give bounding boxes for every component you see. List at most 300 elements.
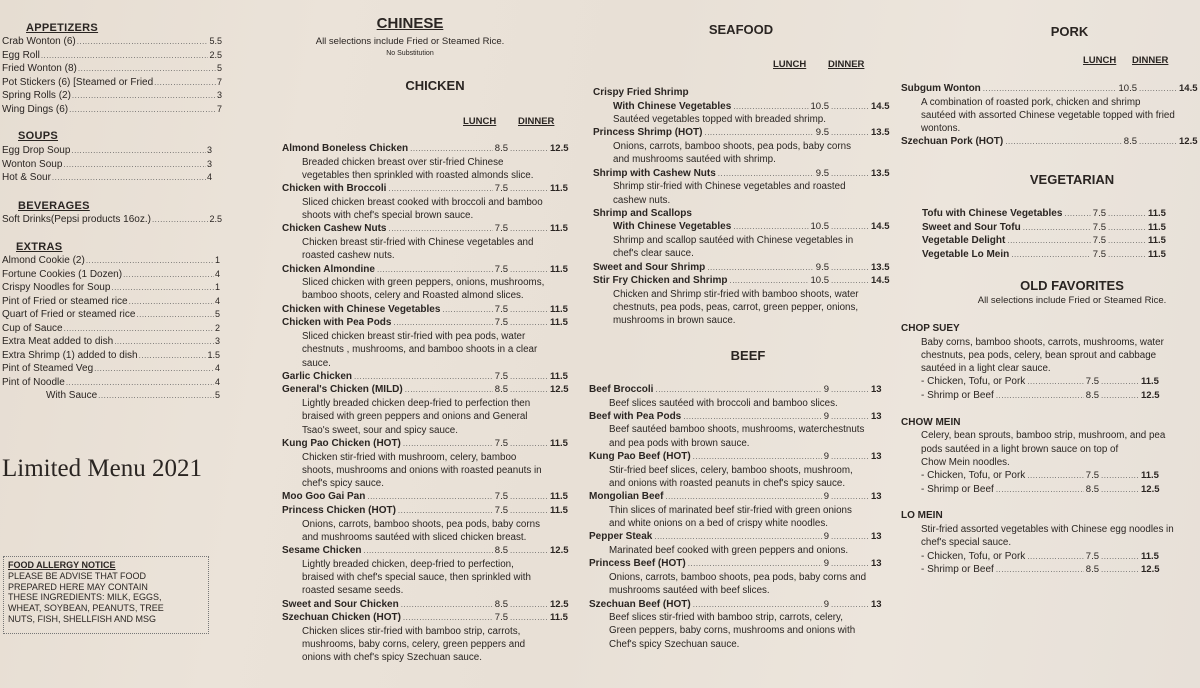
dinner-header: DINNER: [518, 116, 555, 127]
item-row: [922, 221, 1170, 235]
dinner-price: 11.5: [550, 504, 568, 516]
item-name: Szechuan Beef (HOT): [589, 598, 691, 610]
old-favorites-heading: OLD FAVORITES: [1020, 278, 1124, 293]
dinner-price: 11.5: [1141, 376, 1159, 388]
item-name: Sweet and Sour Shrimp: [593, 261, 706, 273]
dinner-price: 12.5: [550, 598, 569, 610]
menu-item-row: [2, 76, 222, 90]
item-name: Egg Drop Soup: [2, 145, 71, 156]
leader-dots: [510, 370, 548, 384]
vegetarian-heading: VEGETARIAN: [1029, 172, 1115, 187]
item-description: Shrimp and scallop sautéed with Chinese vegetables in: [613, 235, 854, 247]
leader-dots: [654, 530, 821, 544]
item-name: Spring Rolls (2): [2, 90, 71, 101]
favorite-option-row: [901, 550, 1163, 564]
item-name: Pint of Noodle: [2, 376, 65, 388]
item-price: 1: [214, 282, 220, 292]
dinner-price: 11.5: [550, 370, 568, 382]
lunch-price: 7.5: [494, 263, 508, 275]
menu-item: [593, 126, 893, 166]
item-name: Soft Drinks(Pepsi products 16oz.): [2, 214, 151, 225]
item-name: Extra Shrimp (1) added to dish: [2, 349, 138, 361]
favorite-description: pods sautéed in a light brown sauce on top of: [921, 443, 1119, 455]
dinner-price: 13: [871, 491, 882, 503]
menu-item-row: [2, 254, 220, 268]
leader-dots: [401, 598, 493, 612]
favorite-group-title: CHOP SUEY: [901, 323, 960, 334]
option-name: - Shrimp or Beef: [921, 483, 994, 495]
chicken-heading: CHICKEN: [405, 78, 465, 93]
item-name: Princess Chicken (HOT): [282, 504, 396, 516]
dinner-price: 11.5: [1141, 550, 1159, 562]
dinner-price: 13: [871, 558, 882, 570]
menu-item-row: [2, 295, 220, 309]
item-name: Princess Beef (HOT): [589, 558, 686, 570]
dinner-price: 13: [871, 410, 882, 422]
leader-dots: [831, 383, 869, 397]
item-row: [922, 234, 1170, 248]
leader-dots: [510, 182, 548, 196]
leader-dots: [1101, 389, 1139, 403]
menu-item: [589, 383, 893, 410]
item-name: Chicken with Pea Pods: [282, 317, 392, 329]
leader-dots: [377, 263, 493, 277]
menu-item: [922, 221, 1170, 235]
allergy-line: PLEASE BE ADVISE THAT FOOD: [8, 570, 147, 581]
leader-dots: [510, 222, 548, 236]
item-name: Szechuan Chicken (HOT): [282, 612, 401, 624]
leader-dots: [1108, 221, 1146, 235]
leader-dots: [510, 303, 548, 317]
leader-dots: [510, 490, 548, 504]
lunch-price: 7.5: [494, 183, 508, 195]
leader-dots: [136, 308, 214, 322]
item-description: bamboo shoots, celery and Roasted almond slices.: [302, 290, 524, 302]
item-row: [922, 248, 1170, 262]
item-name: Vegetable Delight: [922, 235, 1006, 247]
item-name: Szechuan Pork (HOT): [901, 136, 1004, 148]
leader-dots: [1005, 135, 1122, 149]
item-name: Chicken with Broccoli: [282, 183, 387, 195]
item-description: chef's clear sauce.: [613, 248, 694, 260]
dinner-price: 11.5: [550, 437, 568, 449]
item-row: [593, 167, 893, 181]
item-row: [589, 410, 893, 424]
menu-item-row: [2, 49, 222, 63]
leader-dots: [410, 142, 493, 156]
item-description: Onions, carrots, bamboo shoots, pea pods, baby corns: [302, 518, 540, 530]
item-description: A combination of roasted pork, chicken and shrimp: [921, 96, 1141, 108]
item-price: 5.5: [209, 36, 222, 46]
item-description: chestnuts , mushrooms, and bamboo shoots in a clear: [302, 344, 538, 356]
leader-dots: [52, 171, 206, 185]
item-row: [282, 544, 572, 558]
item-description: shoots with chef's special brown sauce.: [302, 210, 474, 222]
item-price: 1.5: [207, 349, 220, 360]
dinner-price: 12.5: [550, 143, 569, 154]
menu-item: [922, 207, 1170, 221]
leader-dots: [114, 335, 214, 349]
dinner-price: 11.5: [1148, 235, 1166, 247]
menu-item-row: [2, 103, 222, 117]
old-favorites-list: [901, 322, 1200, 590]
item-name: Sweet and Sour Tofu: [922, 221, 1021, 233]
item-row: [589, 490, 893, 504]
dinner-price: 11.5: [550, 263, 568, 275]
dinner-price: 13.5: [871, 261, 890, 273]
leader-dots: [831, 598, 869, 612]
allergy-line: PREPARED HERE MAY CONTAIN: [8, 581, 148, 592]
favorite-description: Celery, bean sprouts, bamboo strip, mushroom, and pea: [921, 430, 1166, 442]
item-description: Beef slices stir-fried with bamboo strip, carrots, celery,: [609, 612, 843, 624]
lunch-price: 7.5: [1085, 550, 1099, 562]
soups-heading: SOUPS: [18, 130, 59, 142]
menu-item: [922, 234, 1170, 248]
leader-dots: [123, 268, 214, 282]
menu-item: [589, 598, 893, 651]
menu-item: [589, 530, 893, 557]
leader-dots: [510, 504, 548, 518]
menu-item: [282, 598, 572, 612]
item-row: [589, 598, 893, 612]
leader-dots: [1108, 207, 1146, 221]
dinner-price: 12.5: [1141, 390, 1160, 402]
menu-item: [593, 274, 893, 327]
item-name: Crispy Fried Shrimp: [593, 87, 689, 98]
item-name: Chicken with Chinese Vegetables: [282, 303, 441, 315]
dinner-price: 13: [871, 531, 882, 543]
lunch-price: 8.5: [494, 143, 508, 154]
allergy-title: FOOD ALLERGY NOTICE: [8, 560, 116, 570]
item-description: Green peppers, baby corns, mushrooms and onions with: [609, 625, 856, 637]
beef-list: [589, 383, 893, 651]
lunch-header: LUNCH: [1083, 55, 1117, 66]
leader-dots: [704, 126, 813, 140]
item-name: Hot & Sour: [2, 172, 51, 183]
favorite-group: [901, 322, 1200, 403]
leader-dots: [71, 144, 206, 158]
pork-list: [901, 82, 1200, 149]
item-price: 4: [206, 172, 212, 182]
dinner-price: 11.5: [550, 612, 568, 624]
item-row: [901, 135, 1200, 149]
seafood-heading: SEAFOOD: [708, 22, 774, 37]
lunch-price: 9: [823, 491, 829, 503]
menu-item: [901, 82, 1200, 135]
dinner-price: 12.5: [1141, 483, 1160, 495]
menu-item: [593, 207, 893, 261]
leader-dots: [831, 530, 869, 544]
chinese-heading: CHINESE: [376, 15, 444, 32]
item-price: 1: [214, 255, 220, 265]
leader-dots: [831, 557, 869, 571]
item-description: and white onions on a bed of crispy white noodles.: [609, 518, 828, 530]
leader-dots: [388, 182, 492, 196]
leader-dots: [831, 450, 869, 464]
item-row: [589, 557, 893, 571]
leader-dots: [1023, 221, 1091, 235]
item-row: [282, 598, 572, 612]
lunch-price: 8.5: [1085, 483, 1099, 495]
item-row: [593, 126, 893, 140]
item-description: shoots, mushrooms and onions with roasted peanuts in: [302, 464, 542, 476]
item-row: [282, 142, 572, 156]
menu-item-row: [2, 281, 220, 295]
item-description: and mushrooms sautéed with sliced chicken breast.: [302, 531, 527, 543]
option-name: - Chicken, Tofu, or Pork: [921, 376, 1026, 388]
menu-item: [589, 410, 893, 450]
item-description: onions with chef's spicy Szechuan sauce.: [302, 652, 482, 664]
lunch-price: 9: [823, 384, 829, 395]
item-name: Pot Stickers (6) [Steamed or Fried: [2, 76, 154, 88]
item-description: sautéed with assorted Chinese vegetable topped with fried: [921, 109, 1175, 121]
leader-dots: [63, 158, 206, 172]
item-name: Egg Roll: [2, 49, 40, 61]
option-name: - Chicken, Tofu, or Pork: [921, 470, 1026, 482]
item-description: Marinated beef cooked with green peppers and onions.: [609, 545, 849, 557]
leader-dots: [510, 142, 548, 156]
item-description: Lightly breaded chicken, deep-fried to perfection,: [302, 558, 514, 570]
item-row: [282, 263, 572, 277]
item-name: Garlic Chicken: [282, 370, 353, 382]
appetizers-list: [2, 35, 222, 116]
item-description: Onions, carrots, bamboo shoots, pea pods, baby corns and: [609, 571, 867, 583]
leader-dots: [367, 490, 492, 504]
item-description: Stir-fried beef slices, celery, bamboo shoots, mushroom,: [609, 464, 853, 476]
menu-item-row: [2, 213, 222, 227]
lunch-price: 9.5: [815, 167, 829, 179]
lunch-price: 9: [823, 598, 829, 610]
item-description: Sautéed vegetables topped with breaded shrimp.: [613, 114, 826, 126]
leader-dots: [510, 544, 548, 558]
lunch-price: 10.5: [810, 221, 829, 233]
item-description: Chicken breast stir-fried with Chinese vegetables and: [302, 236, 534, 248]
item-price: 4: [214, 376, 220, 387]
leader-dots: [1027, 375, 1083, 389]
leader-dots: [111, 281, 214, 295]
leader-dots: [388, 222, 492, 236]
leader-dots: [1101, 469, 1139, 483]
lunch-price: 7.5: [494, 612, 508, 624]
dinner-price: 13: [871, 451, 882, 463]
leader-dots: [152, 213, 209, 227]
menu-item: [282, 544, 572, 597]
menu-item-row: [2, 268, 220, 282]
item-price: 5: [214, 309, 220, 319]
lunch-price: 7.5: [1092, 248, 1106, 260]
item-name: Chicken Cashew Nuts: [282, 223, 387, 235]
lunch-price: 8.5: [1085, 564, 1099, 576]
leader-dots: [66, 376, 214, 390]
item-name: Mongolian Beef: [589, 491, 664, 503]
item-description: braised with green peppers and onions and General: [302, 411, 528, 423]
leader-dots: [86, 254, 214, 268]
leader-dots: [398, 504, 493, 518]
leader-dots: [1101, 375, 1139, 389]
item-description: mushrooms in brown sauce.: [613, 315, 736, 327]
item-row: [593, 261, 893, 275]
item-description: Chicken stir-fried with mushroom, celery, bamboo: [302, 451, 517, 463]
leader-dots: [64, 322, 214, 336]
dinner-price: 12.5: [550, 384, 569, 396]
menu-item-row: [2, 144, 212, 158]
item-row: [282, 611, 572, 625]
beverages-heading: BEVERAGES: [18, 200, 90, 212]
item-description: Breaded chicken breast over stir-fried Chinese: [302, 156, 504, 168]
favorite-description: chestnuts, pea pods, celery, bean sprout and cabbage: [921, 349, 1157, 361]
option-name: - Chicken, Tofu, or Pork: [921, 550, 1026, 562]
item-description: and mushrooms sautéed with shrimp.: [613, 154, 776, 166]
leader-dots: [831, 126, 869, 140]
item-name: Crab Wonton (6): [2, 36, 76, 47]
item-row: [589, 450, 893, 464]
item-name: Sweet and Sour Chicken: [282, 598, 399, 610]
menu-item: [901, 135, 1200, 149]
favorite-option-row: [901, 375, 1163, 389]
leader-dots: [683, 410, 821, 424]
item-price: 5: [216, 63, 222, 73]
item-name: Pepper Steak: [589, 531, 653, 543]
food-allergy-notice: [3, 556, 209, 634]
dinner-price: 11.5: [1141, 470, 1159, 482]
menu-item: [593, 86, 893, 126]
menu-item: [282, 611, 572, 664]
item-description: braised with chef's special sauce, then sprinkled with: [302, 572, 531, 584]
leader-dots: [69, 103, 216, 117]
item-description: sauce.: [302, 357, 331, 369]
lunch-price: 9: [823, 531, 829, 543]
menu-item: [282, 142, 572, 182]
item-description: chef's spicy sauce.: [302, 478, 384, 490]
leader-dots: [831, 490, 869, 504]
favorite-group: [901, 416, 1200, 497]
dinner-price: 11.5: [550, 183, 568, 195]
leader-dots: [510, 598, 548, 612]
item-description: and pea pods with brown sauce.: [609, 437, 750, 449]
favorite-option-row: [901, 483, 1163, 497]
leader-dots: [98, 389, 214, 403]
dinner-price: 14.5: [871, 100, 890, 112]
dinner-price: 13: [871, 598, 882, 610]
item-name: Sesame Chicken: [282, 545, 362, 557]
allergy-line: WHEAT, SOYBEAN, PEANUTS, TREE: [8, 603, 164, 614]
menu-item-row: [2, 89, 222, 103]
item-price: 5: [214, 390, 220, 400]
seafood-list: [593, 86, 893, 328]
leader-dots: [403, 611, 493, 625]
item-row: [282, 383, 572, 397]
menu-item: [593, 167, 893, 207]
favorite-group-title: CHOW MEIN: [901, 416, 961, 428]
item-name: Chicken Almondine: [282, 263, 375, 275]
item-name: Princess Shrimp (HOT): [593, 127, 703, 139]
favorite-group: [901, 509, 1200, 576]
item-row: [593, 100, 893, 114]
item-price: 3: [214, 336, 220, 346]
leader-dots: [831, 274, 869, 288]
leader-dots: [996, 483, 1084, 497]
menu-item: [282, 263, 572, 303]
favorite-description: Stir-fried assorted vegetables with Chinese egg noodles in: [921, 523, 1174, 535]
lunch-price: 9: [823, 558, 829, 570]
leader-dots: [733, 100, 808, 114]
old-favorites-subtitle: All selections include Fried or Steamed Rice.: [977, 295, 1167, 306]
item-description: vegetables then sprinkled with roasted almonds slice.: [302, 169, 534, 181]
leader-dots: [72, 89, 216, 103]
leader-dots: [154, 76, 216, 90]
dinner-price: 13.5: [871, 127, 890, 139]
leader-dots: [983, 82, 1117, 96]
menu-item: [282, 383, 572, 436]
dinner-price: 11.5: [550, 491, 568, 503]
leader-dots: [1101, 550, 1139, 564]
lunch-price: 10.5: [1118, 83, 1137, 94]
item-description: Chef's spicy Szechuan sauce.: [609, 638, 740, 650]
lunch-price: 10.5: [810, 100, 829, 112]
lunch-price: 7.5: [1092, 235, 1106, 247]
menu-item-row: [2, 322, 220, 336]
item-description: Tsao's sweet, sour and spicy sauce.: [302, 424, 458, 436]
menu-item: [589, 490, 893, 530]
menu-item-row: [2, 362, 220, 376]
leader-dots: [996, 389, 1084, 403]
lunch-price: 8.5: [494, 545, 508, 557]
item-row: [589, 383, 893, 397]
item-name: Tofu with Chinese Vegetables: [922, 208, 1063, 219]
favorite-description: Chow Mein noodles.: [921, 456, 1010, 468]
leader-dots: [1027, 550, 1083, 564]
leader-dots: [1108, 234, 1146, 248]
favorite-group-title: LO MEIN: [901, 510, 943, 522]
item-name: Almond Boneless Chicken: [282, 143, 409, 154]
leader-dots: [665, 490, 821, 504]
leader-dots: [393, 316, 492, 330]
item-row: [901, 82, 1200, 96]
leader-dots: [688, 557, 822, 571]
item-name: Extra Meat added to dish: [2, 336, 114, 347]
menu-item: [282, 182, 572, 222]
item-description: Sliced chicken breast stir-fried with pea pods, water: [302, 330, 526, 342]
lunch-price: 8.5: [494, 384, 508, 396]
item-price: 2.5: [209, 214, 222, 224]
lunch-price: 7.5: [494, 317, 508, 329]
beef-heading: BEEF: [730, 348, 766, 363]
lunch-price: 9: [823, 451, 829, 463]
dinner-price: 11.5: [550, 317, 568, 329]
lunch-price: 7.5: [1092, 221, 1106, 233]
dinner-price: 14.5: [871, 275, 890, 287]
leader-dots: [1064, 207, 1090, 221]
item-name: Vegetable Lo Mein: [922, 248, 1010, 260]
lunch-price: 7.5: [494, 491, 508, 503]
leader-dots: [1011, 248, 1091, 262]
leader-dots: [733, 220, 808, 234]
leader-dots: [129, 295, 214, 309]
lunch-price: 7.5: [1085, 470, 1099, 482]
leader-dots: [1101, 483, 1139, 497]
lunch-price: 9.5: [815, 127, 829, 139]
item-name: With Chinese Vegetables: [613, 100, 732, 112]
item-description: Sliced chicken with green peppers, onions, mushrooms,: [302, 277, 545, 289]
item-description: Onions, carrots, bamboo shoots, pea pods, baby corns: [613, 141, 851, 153]
item-description: chestnuts, pea pods, peas, carrot, green pepper, onions,: [613, 302, 859, 314]
leader-dots: [831, 220, 869, 234]
leader-dots: [41, 49, 209, 63]
lunch-price: 8.5: [1123, 136, 1137, 148]
item-name: Cup of Sauce: [2, 322, 63, 334]
menu-item-row: [2, 158, 212, 172]
lunch-price: 9: [823, 410, 829, 422]
